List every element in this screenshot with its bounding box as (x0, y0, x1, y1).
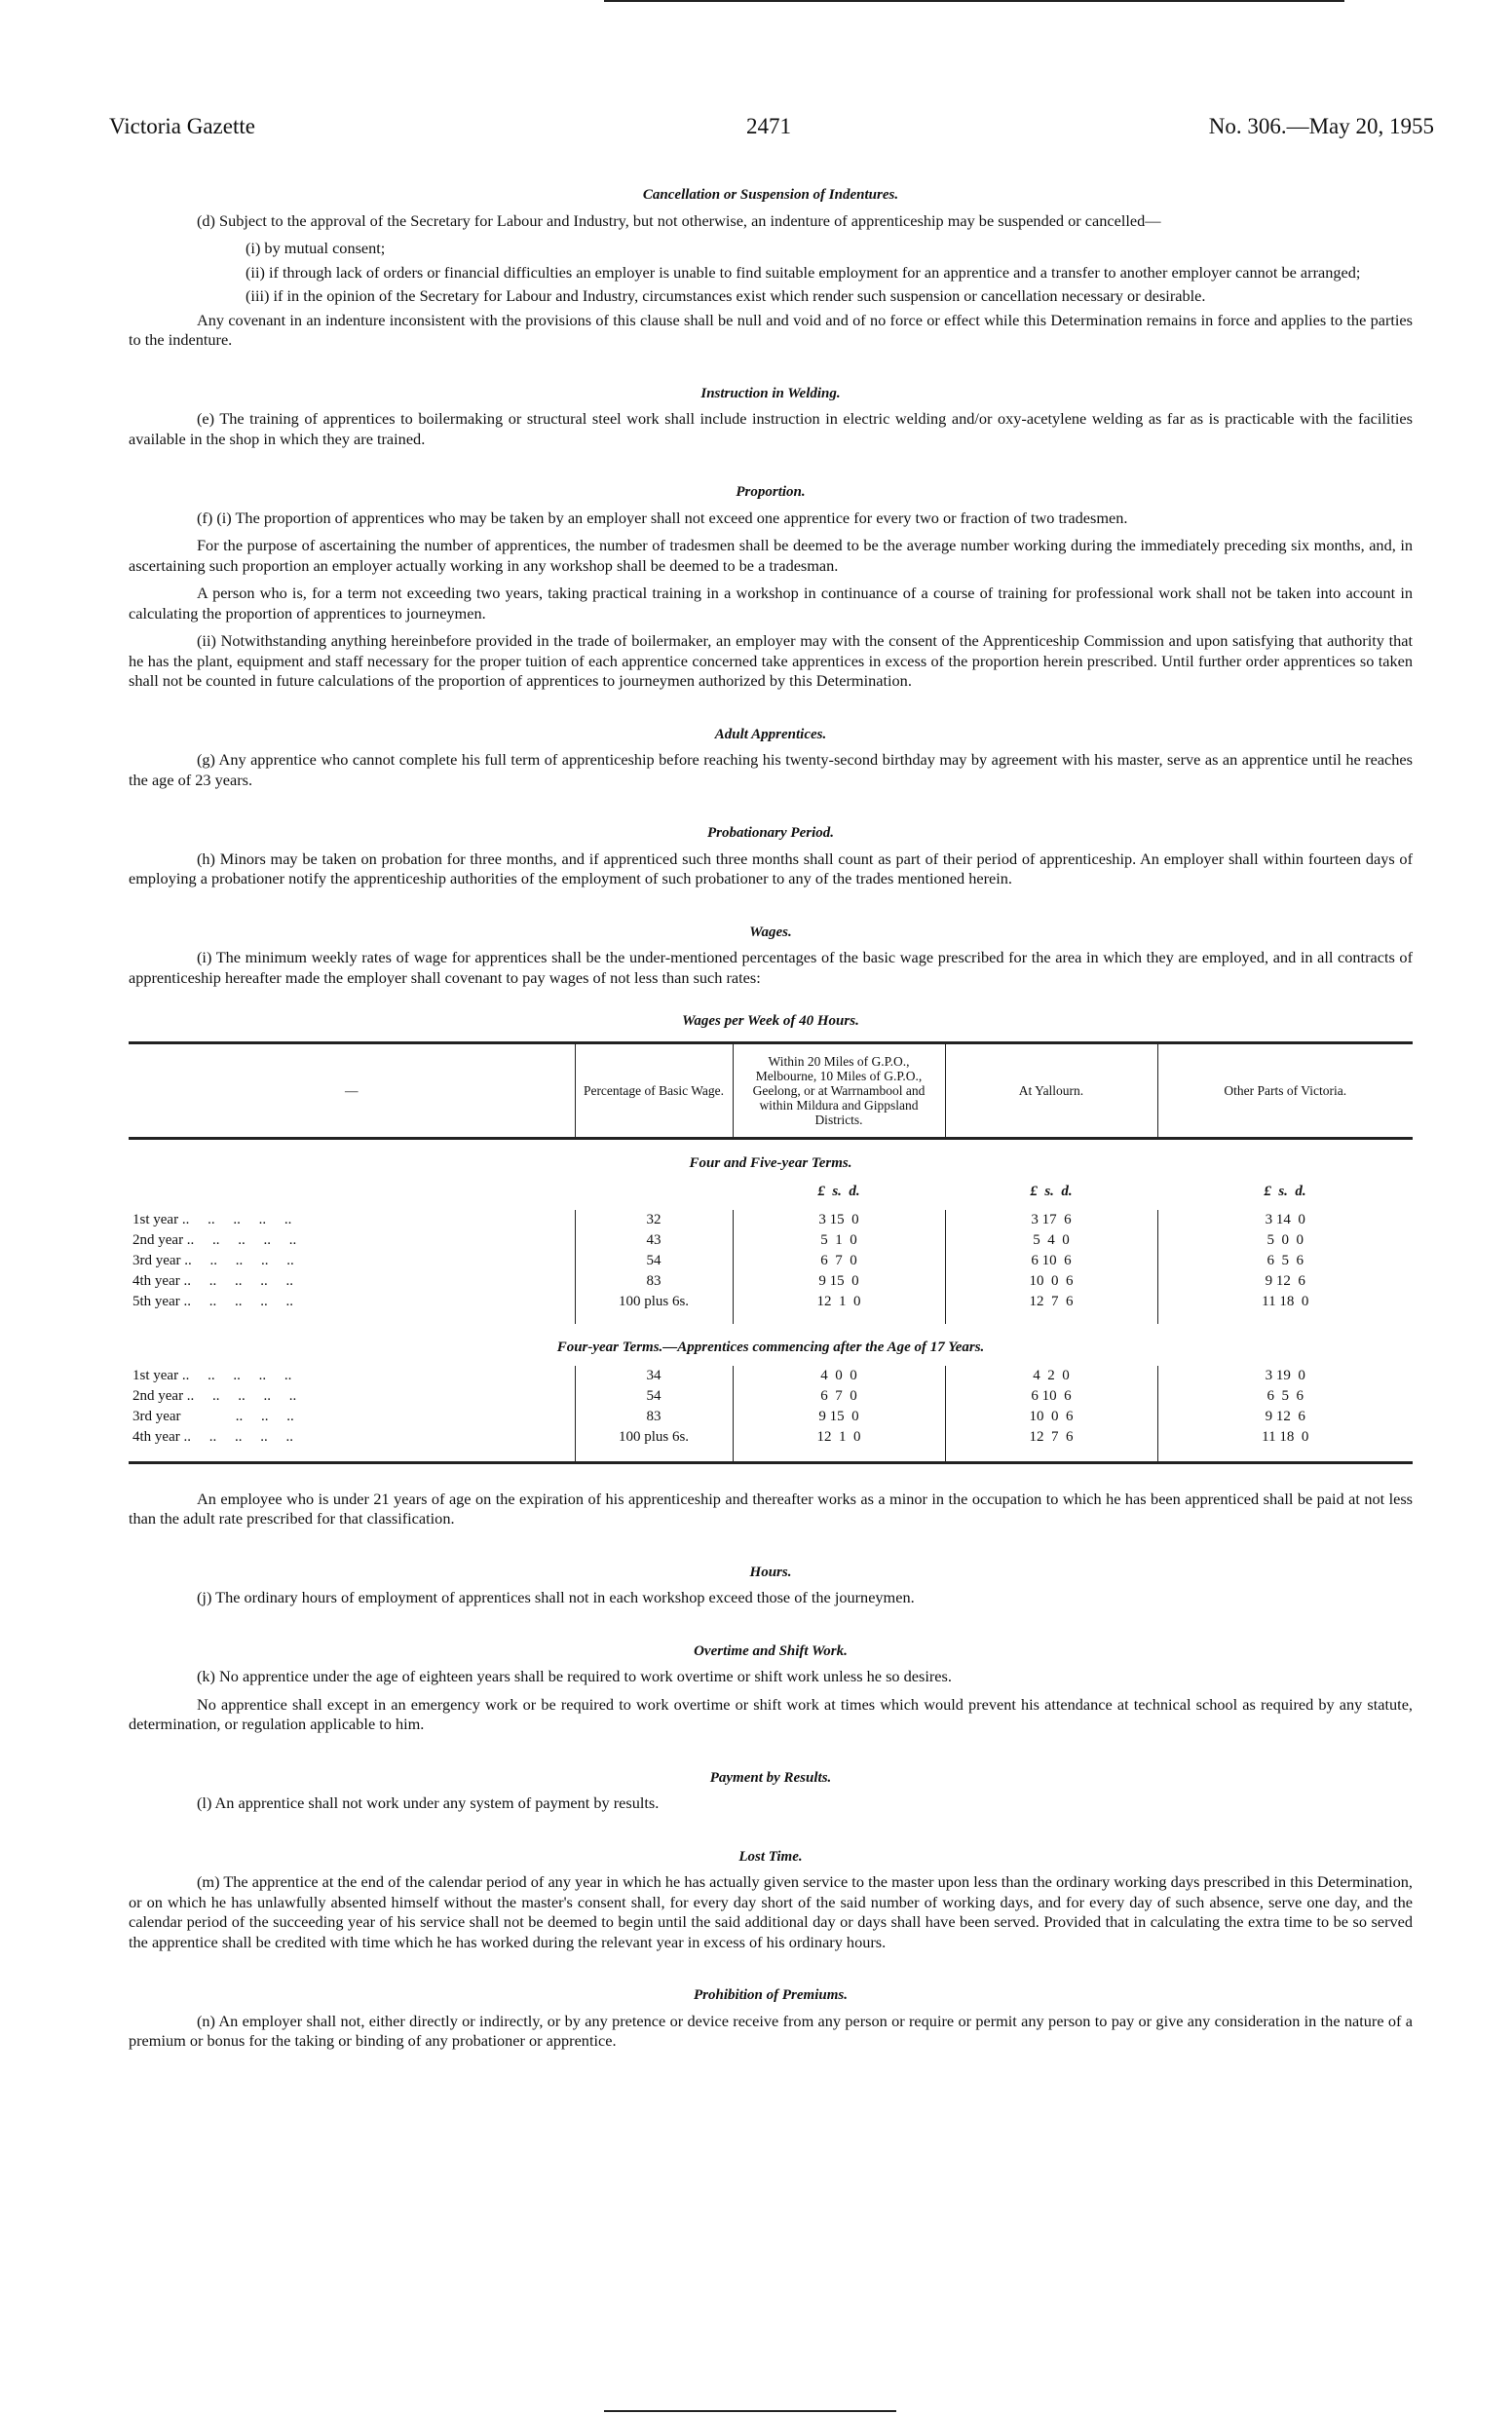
table-title: Wages per Week of 40 Hours. (682, 1013, 859, 1029)
row-label: 1st year .. .. .. .. .. (132, 1211, 292, 1227)
bottom-rule (604, 2410, 896, 2412)
section-wages (129, 923, 1413, 989)
page-number: 2471 (746, 114, 791, 138)
table-group (129, 1138, 1413, 1324)
other-parts-rate-cell: 3 14 0 (1157, 1210, 1413, 1230)
table-bottom-rule (129, 1462, 1413, 1464)
paragraph: A person who is, for a term not exceeding two years, taking practical training in a workshop in continuance of a course of training for professional work shall not be taken into account in calculating the proportion of apprentices to journeymen. (129, 584, 1413, 623)
percentage-cell: 43 (575, 1230, 733, 1251)
section-payment-by-results (129, 1768, 1413, 1814)
melbourne-rate-cell: 12 1 0 (816, 1428, 861, 1445)
list-item: (iii) if in the opinion of the Secretary for Labour and Industry, circumstances exist which render such suspension or cancellation necessary or desirable. (246, 286, 1206, 305)
top-rule (604, 0, 1344, 2)
paragraph: (ii) Notwithstanding anything hereinbefore provided in the trade of boilermaker, an employer may with the consent of the Apprenticeship Commission and upon satisfying that authority that he has the plant, equipment and staff necessary for the proper tuition of each apprentice concerned take apprentices in excess of the proportion herein prescribed. Until further order apprentices so taken shall not be counted in future calculations of the proportion of apprentices to journeymen authorized by this Determination. (129, 631, 1413, 690)
paragraph: (g) Any apprentice who cannot complete his full term of apprenticeship before reaching his twenty-second birthday may by agreement with his master, serve as an apprentice until he reaches the age of 23 years. (129, 750, 1413, 789)
units-label: £ s. d. (1030, 1183, 1073, 1199)
paragraph: Any covenant in an indenture inconsistent with the provisions of this clause shall be null and void and of no force or effect while this Determination remains in force and applies to the parties to the indenture. (129, 310, 1413, 349)
table-row (129, 1366, 1413, 1386)
percentage-cell: 100 plus 6s. (575, 1427, 733, 1463)
yallourn-rate-cell: 4 2 0 (945, 1366, 1157, 1386)
paragraph: (h) Minors may be taken on probation for three months, and if apprenticed such three months shall count as part of their period of apprenticeship. An employer shall within fourteen days of employing a probationer notify the apprenticeship authorities of the employment of such probationer to any of the trades mentioned herein. (129, 849, 1413, 887)
row-label: 3rd year .. .. .. .. .. (132, 1252, 294, 1268)
row-label: 5th year .. .. .. .. .. (132, 1293, 293, 1309)
row-label: 1st year .. .. .. .. .. (132, 1367, 292, 1383)
table-row (129, 1251, 1413, 1271)
section-adult-apprentices (129, 725, 1413, 791)
units-label: £ s. d. (817, 1183, 860, 1199)
section-heading: Wages. (749, 924, 792, 940)
section-overtime (129, 1641, 1413, 1735)
other-parts-rate-cell: 3 19 0 (1157, 1366, 1413, 1386)
paragraph: (i) The minimum weekly rates of wage for apprentices shall be the under-mentioned percentages of the basic wage prescribed for the area in which they are employed, and in all contracts of apprenticeship hereafter made the employer shall covenant to pay wages of not less than such rates: (129, 948, 1413, 987)
table-row (129, 1271, 1413, 1292)
section-hours (129, 1563, 1413, 1608)
paragraph: (f) (i) The proportion of apprentices who may be taken by an employer shall not exceed one apprentice for every two or fraction of two tradesmen. (197, 508, 1128, 527)
other-parts-rate-cell: 11 18 0 (1157, 1292, 1413, 1312)
row-label: 2nd year .. .. .. .. .. (132, 1231, 297, 1248)
section-welding (129, 384, 1413, 450)
table-row (129, 1210, 1413, 1230)
melbourne-rate-cell: 6 7 0 (820, 1252, 857, 1268)
section-proportion (129, 482, 1413, 692)
list-item: (ii) if through lack of orders or financial difficulties an employer is unable to find suitable employment for an apprentice and a transfer to another employer cannot be arranged; (246, 262, 1361, 282)
other-parts-rate-cell: 6 5 6 (1157, 1251, 1413, 1271)
paragraph: (m) The apprentice at the end of the calendar period of any year in which he has actually given service to the master upon less than the ordinary working days prescribed in this Determination, or on which he has unlawfully absented himself without the master's consent shall, for every day short of the said number of working days, and for every day of such absence, serve one day, and the calendar period of the succeeding year of his service shall not be deemed to begin until the said additional day or days shall have been served. Provided that in calculating the extra time to be so served the apprentice shall be credited with time which he has worked during the relevant year in excess of his ordinary hours. (129, 1872, 1413, 1951)
table-row (129, 1292, 1413, 1312)
melbourne-rate-cell: 9 15 0 (818, 1408, 859, 1424)
section-heading: Lost Time. (738, 1848, 803, 1865)
document-body (129, 173, 1413, 2059)
paragraph: An employee who is under 21 years of age on the expiration of his apprenticeship and thereafter works as a minor in the occupation to which he has been apprenticed shall be paid at not less than the adult rate prescribed for that classification. (129, 1489, 1413, 1528)
paragraph: (j) The ordinary hours of employment of apprentices shall not in each workshop exceed those of the journeymen. (197, 1588, 915, 1606)
yallourn-rate-cell: 3 17 6 (945, 1210, 1157, 1230)
column-header: At Yallourn. (945, 1042, 1157, 1138)
publication-title: Victoria Gazette (109, 114, 255, 138)
units-label: £ s. d. (1264, 1183, 1306, 1199)
column-header: Percentage of Basic Wage. (575, 1042, 733, 1138)
melbourne-rate-cell: 3 15 0 (818, 1211, 859, 1227)
row-label: 4th year .. .. .. .. .. (132, 1428, 293, 1445)
section-heading: Hours. (749, 1564, 792, 1580)
percentage-cell: 34 (575, 1366, 733, 1386)
percentage-cell: 83 (575, 1271, 733, 1292)
yallourn-rate-cell: 10 0 6 (945, 1271, 1157, 1292)
melbourne-rate-cell: 12 1 0 (816, 1293, 861, 1309)
section-heading: Payment by Results. (709, 1769, 832, 1786)
section-cancellation (129, 185, 1413, 351)
percentage-cell: 100 plus 6s. (575, 1292, 733, 1312)
table-row (129, 1230, 1413, 1251)
yallourn-rate-cell: 12 7 6 (945, 1427, 1157, 1463)
column-header: — (345, 1082, 359, 1098)
percentage-cell: 83 (575, 1407, 733, 1427)
percentage-cell: 32 (575, 1210, 733, 1230)
other-parts-rate-cell: 9 12 6 (1157, 1407, 1413, 1427)
section-heading: Adult Apprentices. (714, 726, 827, 742)
section-heading: Cancellation or Suspension of Indentures. (642, 187, 899, 203)
percentage-cell: 54 (575, 1251, 733, 1271)
melbourne-rate-cell: 9 15 0 (818, 1272, 859, 1289)
section-heading: Probationary Period. (707, 825, 834, 841)
table-group (129, 1324, 1413, 1463)
table-row (129, 1427, 1413, 1463)
paragraph: No apprentice shall except in an emergency work or be required to work overtime or shift work at times which would prevent his attendance at technical school as required by any statute, determination, or regulation applicable to him. (129, 1694, 1413, 1733)
paragraph: (e) The training of apprentices to boilermaking or structural steel work shall include instruction in electric welding and/or oxy-acetylene welding as far as is practicable with the facilities available in the shop in which they are trained. (129, 409, 1413, 448)
row-label: 2nd year .. .. .. .. .. (132, 1387, 297, 1404)
section-heading: Proportion. (736, 484, 806, 500)
yallourn-rate-cell: 6 10 6 (945, 1251, 1157, 1271)
other-parts-rate-cell: 11 18 0 (1157, 1427, 1413, 1463)
wage-table (129, 1041, 1413, 1464)
section-premiums (129, 1985, 1413, 2052)
group-title: Four and Five-year Terms. (689, 1154, 852, 1171)
units-row (129, 1182, 1413, 1210)
section-heading: Overtime and Shift Work. (694, 1642, 848, 1659)
melbourne-rate-cell: 4 0 0 (820, 1367, 857, 1383)
group-title: Four-year Terms.—Apprentices commencing after the Age of 17 Years. (556, 1339, 985, 1355)
other-parts-rate-cell: 9 12 6 (1157, 1271, 1413, 1292)
yallourn-rate-cell: 6 10 6 (945, 1386, 1157, 1407)
column-header: Within 20 Miles of G.P.O., Melbourne, 10 Miles of G.P.O., Geelong, or at Warrnambool and within Mildura and Gippsland Districts. (733, 1042, 945, 1138)
melbourne-rate-cell: 6 7 0 (820, 1387, 857, 1404)
section-lost-time (129, 1847, 1413, 1953)
paragraph: (k) No apprentice under the age of eighteen years shall be required to work overtime or shift work unless he so desires. (197, 1667, 952, 1685)
page-header (109, 114, 1434, 143)
list-item: (i) by mutual consent; (246, 239, 386, 257)
paragraph: (d) Subject to the approval of the Secretary for Labour and Industry, but not otherwise, an indenture of apprenticeship may be suspended or cancelled— (197, 210, 1161, 230)
other-parts-rate-cell: 6 5 6 (1157, 1386, 1413, 1407)
melbourne-rate-cell: 5 1 0 (820, 1231, 857, 1248)
table-header-row (129, 1042, 1413, 1138)
other-parts-rate-cell: 5 0 0 (1157, 1230, 1413, 1251)
row-label: 4th year .. .. .. .. .. (132, 1272, 293, 1289)
issue-date: No. 306.—May 20, 1955 (1208, 114, 1434, 138)
paragraph: For the purpose of ascertaining the number of apprentices, the number of tradesmen shall be deemed to be the average number working during the immediately preceding six months, and, in ascertaining such proportion an employer actually working in any workshop shall be deemed to be a tradesman. (129, 536, 1413, 575)
yallourn-rate-cell: 12 7 6 (945, 1292, 1157, 1312)
paragraph: (n) An employer shall not, either directly or indirectly, or by any pretence or device receive from any person or require or permit any person to pay or give any consideration in the nature of a premium or bonus for the taking or binding of any probationer or apprentice. (129, 2011, 1413, 2050)
section-heading: Instruction in Welding. (700, 385, 841, 401)
percentage-cell: 54 (575, 1386, 733, 1407)
paragraph: (l) An apprentice shall not work under any system of payment by results. (197, 1793, 660, 1812)
yallourn-rate-cell: 10 0 6 (945, 1407, 1157, 1427)
table-row (129, 1386, 1413, 1407)
table-row (129, 1407, 1413, 1427)
column-header: Other Parts of Victoria. (1157, 1042, 1413, 1138)
section-probation (129, 823, 1413, 889)
yallourn-rate-cell: 5 4 0 (945, 1230, 1157, 1251)
section-heading: Prohibition of Premiums. (694, 1987, 848, 2003)
row-label: 3rd year .. .. .. (132, 1408, 294, 1424)
